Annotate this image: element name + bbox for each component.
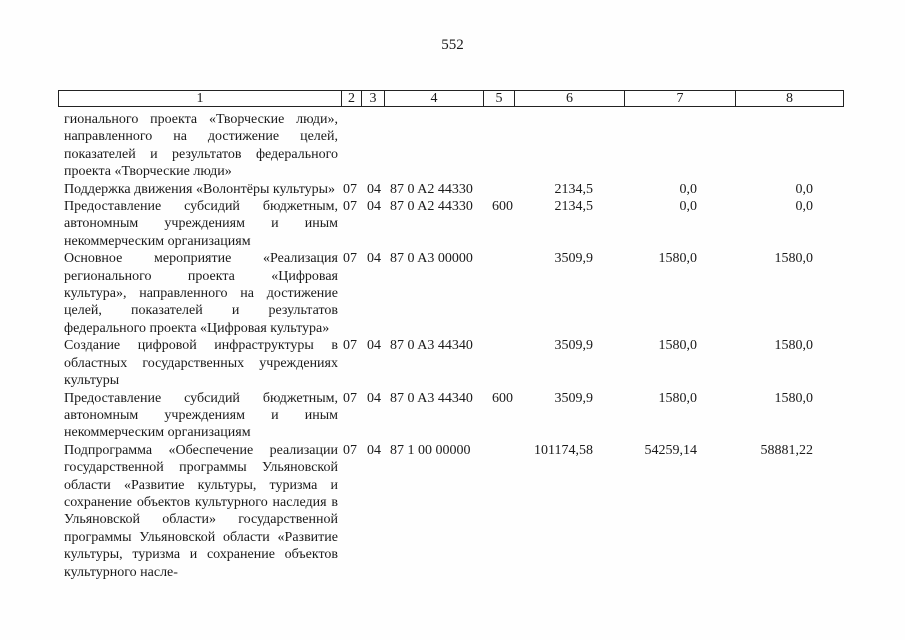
cell-vr: 600 [492, 199, 513, 215]
table-row [0, 390, 905, 442]
header-col-1: 1 [59, 91, 342, 106]
cell-amount-8: 1580,0 [774, 390, 813, 406]
table-row [0, 181, 905, 198]
cell-amount-7: 1580,0 [658, 390, 697, 406]
cell-amount-8: 58881,22 [760, 442, 813, 458]
cell-amount-6: 2134,5 [554, 181, 593, 197]
header-col-8: 8 [786, 91, 793, 106]
cell-rz: 07 [343, 181, 357, 197]
cell-amount-7: 0,0 [679, 199, 697, 215]
cell-pr: 04 [367, 442, 381, 458]
cell-vr: 600 [492, 390, 513, 406]
header-col-5: 5 [484, 91, 515, 106]
cell-csr: 87 0 A3 44340 [390, 390, 473, 406]
cell-amount-6: 2134,5 [554, 199, 593, 215]
cell-pr: 04 [367, 181, 381, 197]
cell-pr: 04 [367, 251, 381, 267]
cell-rz: 07 [343, 251, 357, 267]
row-name: Основное мероприятие «Реализация регионального проекта «Цифровая культура», направленного на достижение целей, показателей и результатов федерального проекта «Цифровая культура» [64, 251, 338, 336]
cell-pr: 04 [367, 199, 381, 215]
cell-rz: 07 [343, 338, 357, 354]
table-row [0, 337, 905, 389]
row-name: Подпрограмма «Обеспечение реализации государственной программы Ульяновской области «Развитие культуры, туризма и сохранение объектов культурного наследия в Ульяновской области» государственной программы Ульяновской области «Развитие культуры, туризма и сохранение объектов культурного насле- [64, 442, 338, 580]
table-row [0, 198, 905, 250]
cell-amount-8: 1580,0 [774, 338, 813, 354]
cell-pr: 04 [367, 390, 381, 406]
page-number: 552 [441, 37, 464, 53]
cell-csr: 87 0 A2 44330 [390, 199, 473, 215]
cell-amount-6: 101174,58 [534, 442, 593, 458]
row-name: Предоставление субсидий бюджетным, автономным учреждениям и иным некоммерческим организациям [64, 390, 338, 441]
table-row [0, 250, 905, 337]
row-name: Предоставление субсидий бюджетным, автономным учреждениям и иным некоммерческим организациям [64, 199, 338, 249]
cell-amount-7: 54259,14 [644, 442, 697, 458]
table-body [0, 111, 905, 581]
table-row [0, 111, 905, 181]
header-col-4: 4 [385, 91, 484, 106]
cell-amount-7: 0,0 [679, 181, 697, 197]
cell-amount-8: 1580,0 [774, 251, 813, 267]
header-col-2: 2 [342, 91, 362, 106]
header-col-3: 3 [362, 91, 385, 106]
header-col-7: 7 [625, 91, 736, 106]
cell-csr: 87 0 A3 00000 [390, 251, 473, 267]
cell-pr: 04 [367, 338, 381, 354]
cell-amount-6: 3509,9 [554, 251, 593, 267]
row-name: Создание цифровой инфраструктуры в областных государственных учреждениях культуры [64, 338, 338, 389]
cell-rz: 07 [343, 199, 357, 215]
cell-amount-6: 3509,9 [554, 338, 593, 354]
cell-csr: 87 0 A2 44330 [390, 181, 473, 197]
cell-amount-7: 1580,0 [658, 338, 697, 354]
table-row [0, 442, 905, 581]
table-header [58, 90, 844, 107]
row-name: Поддержка движения «Волонтёры культуры» [64, 181, 336, 197]
cell-amount-7: 1580,0 [658, 251, 697, 267]
cell-csr: 87 1 00 00000 [390, 442, 471, 458]
cell-amount-8: 0,0 [795, 181, 813, 197]
header-col-6: 6 [515, 91, 625, 106]
cell-rz: 07 [343, 442, 357, 458]
cell-rz: 07 [343, 390, 357, 406]
cell-amount-8: 0,0 [795, 199, 813, 215]
row-name: гионального проекта «Творческие люди», направленного на достижение целей, показателей и результатов федерального проекта «Творческие люди» [64, 112, 338, 180]
cell-amount-6: 3509,9 [554, 390, 593, 406]
cell-csr: 87 0 A3 44340 [390, 338, 473, 354]
